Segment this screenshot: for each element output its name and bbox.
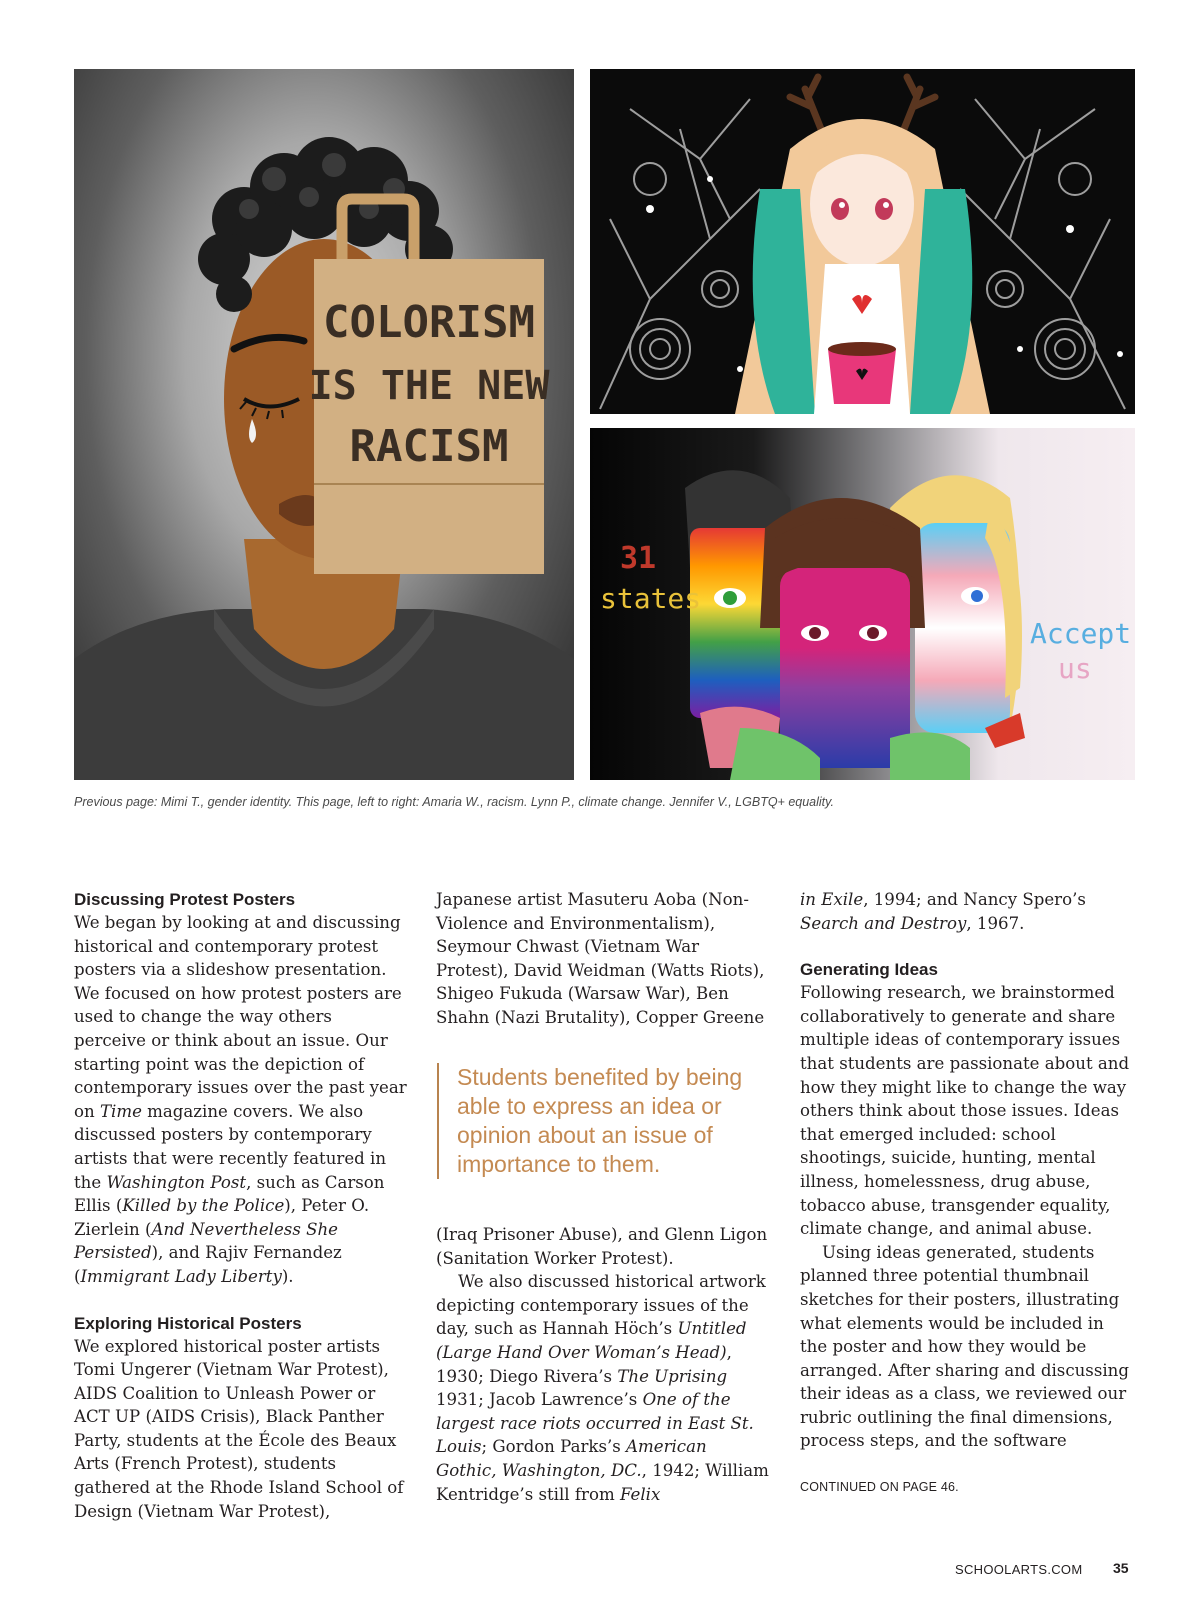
italic-title: Felix <box>619 1484 661 1504</box>
italic-title: Untitled (Large Hand Over Woman’s Head) <box>436 1319 747 1362</box>
italic-title: Time <box>99 1101 142 1121</box>
paragraph <box>74 911 409 1289</box>
bag-text-line-3: RACISM <box>349 421 509 472</box>
bag-text-line-1: COLORISM <box>323 297 535 348</box>
italic-title: Search and Destroy <box>800 913 967 933</box>
column-3 <box>800 888 1135 1453</box>
column-2 <box>436 888 771 1030</box>
lgbtq-text-accept: Accept <box>1030 617 1132 650</box>
text-run: ; Gordon Parks’s <box>481 1437 627 1457</box>
colorism-illustration <box>74 69 574 780</box>
italic-title: And Nevertheless She Persisted <box>74 1219 338 1263</box>
text-run: , 1930; Diego Rivera’s <box>436 1342 732 1386</box>
footer-site-link[interactable]: SCHOOLARTS.COM <box>955 1562 1083 1577</box>
column-1 <box>74 888 409 1523</box>
paragraph <box>74 1335 409 1524</box>
pull-quote: Students benefited by being able to express an idea or opinion about an issue of importance to them. <box>437 1063 777 1179</box>
paragraph <box>436 1270 771 1506</box>
lgbtq-illustration <box>590 428 1135 780</box>
text-run: Japanese artist Masuteru Aoba (Non-Violence and Environmentalism), Seymour Chwast (Vietnam War Protest), David Weidman (Watts Riots), Shigeo Fukuda (Warsaw War), Ben Shahn (Nazi Brutality), Copper Greene <box>436 890 765 1027</box>
paragraph <box>800 888 1135 935</box>
artwork-lgbtq-equality <box>590 428 1135 780</box>
text-run: 1931; Jacob Lawrence’s <box>436 1390 643 1410</box>
italic-title: One of the largest race riots occurred in East St. Louis <box>436 1390 754 1457</box>
text-run: , 1994; and Nancy Spero’s <box>863 890 1086 909</box>
lgbtq-text-31: 31 <box>620 541 657 576</box>
italic-title: American Gothic, Washington, DC. <box>436 1437 707 1480</box>
heading-generating-ideas: Generating Ideas <box>800 960 938 980</box>
text-run: ). <box>281 1266 294 1286</box>
text-run: We explored historical poster artists Tomi Ungerer (Vietnam War Protest), AIDS Coalition to Unleash Power or ACT UP (AIDS Crisis), Black Panther Party, students at the École des Beaux Arts (French Protest), students gathered at the Rhode Island School of Design (Vietnam War Protest), <box>74 1336 404 1521</box>
image-caption: Previous page: Mimi T., gender identity. This page, left to right: Amaria W., racism. Lynn P., climate change. Jennifer V., LGBTQ+ equality. <box>74 795 834 809</box>
page-number: 35 <box>1113 1560 1129 1576</box>
text-run: (Iraq Prisoner Abuse), and Glenn Ligon (Sanitation Worker Protest). <box>436 1225 768 1268</box>
heading-discussing-protest-posters: Discussing Protest Posters <box>74 890 296 909</box>
italic-title: The Uprising <box>617 1366 728 1386</box>
italic-title: Killed by the Police <box>122 1196 285 1216</box>
text-run: magazine covers. We also discussed posters by contemporary artists that were recently featured in the <box>74 1101 387 1192</box>
artwork-climate-change <box>590 69 1135 414</box>
paragraph <box>436 1223 771 1270</box>
artwork-colorism <box>74 69 574 780</box>
text-run: We began by looking at and discussing historical and contemporary protest posters via a slideshow presentation. We focused on how protest posters are used to change the way others perceive or think about an issue. Our starting point was the depiction of contemporary issues over the past year on <box>74 913 407 1121</box>
lgbtq-text-us: us <box>1058 652 1092 685</box>
text-run: ), Peter O. Zierlein ( <box>74 1196 370 1239</box>
heading-exploring-historical-posters: Exploring Historical Posters <box>74 1313 302 1333</box>
text-run: , 1967. <box>966 913 1025 933</box>
lgbtq-text-states: states <box>600 582 702 615</box>
text-run: Using ideas generated, students planned three potential thumbnail sketches for their posters, illustrating what elements would be included in the poster and how they would be arranged. After sharing and discussing their ideas as a class, we reviewed our rubric outlining the final dimensions, process steps, and the software <box>800 1242 1129 1451</box>
continued-note: CONTINUED ON PAGE 46. <box>800 1480 959 1494</box>
bag-text-line-2: IS THE NEW <box>308 363 550 409</box>
column-2-lower <box>436 1223 771 1506</box>
text-run: Following research, we brainstormed collaboratively to generate and share multiple ideas of contemporary issues that students are passionate about and how they might like to change the way others think about those issues. Ideas that emerged included: school shootings, suicide, hunting, mental illness, homelessness, drug abuse, tobacco abuse, transgender equality, climate change, and animal abuse. <box>800 983 1130 1239</box>
text-run: , such as Carson Ellis ( <box>74 1172 385 1216</box>
italic-title: Washington Post <box>106 1172 247 1192</box>
paragraph <box>800 981 1135 1241</box>
paragraph <box>436 888 771 1030</box>
italic-title: Immigrant Lady Liberty <box>80 1266 282 1286</box>
text-run: ), and Rajiv Fernandez ( <box>74 1243 342 1286</box>
text-run: , 1942; William Kentridge’s still from <box>436 1460 769 1504</box>
climate-illustration <box>590 69 1135 414</box>
text-run: We also discussed historical artwork depicting contemporary issues of the day, such as Hannah Höch’s <box>436 1272 766 1339</box>
italic-title: in Exile <box>800 890 864 909</box>
paragraph <box>800 1241 1135 1453</box>
